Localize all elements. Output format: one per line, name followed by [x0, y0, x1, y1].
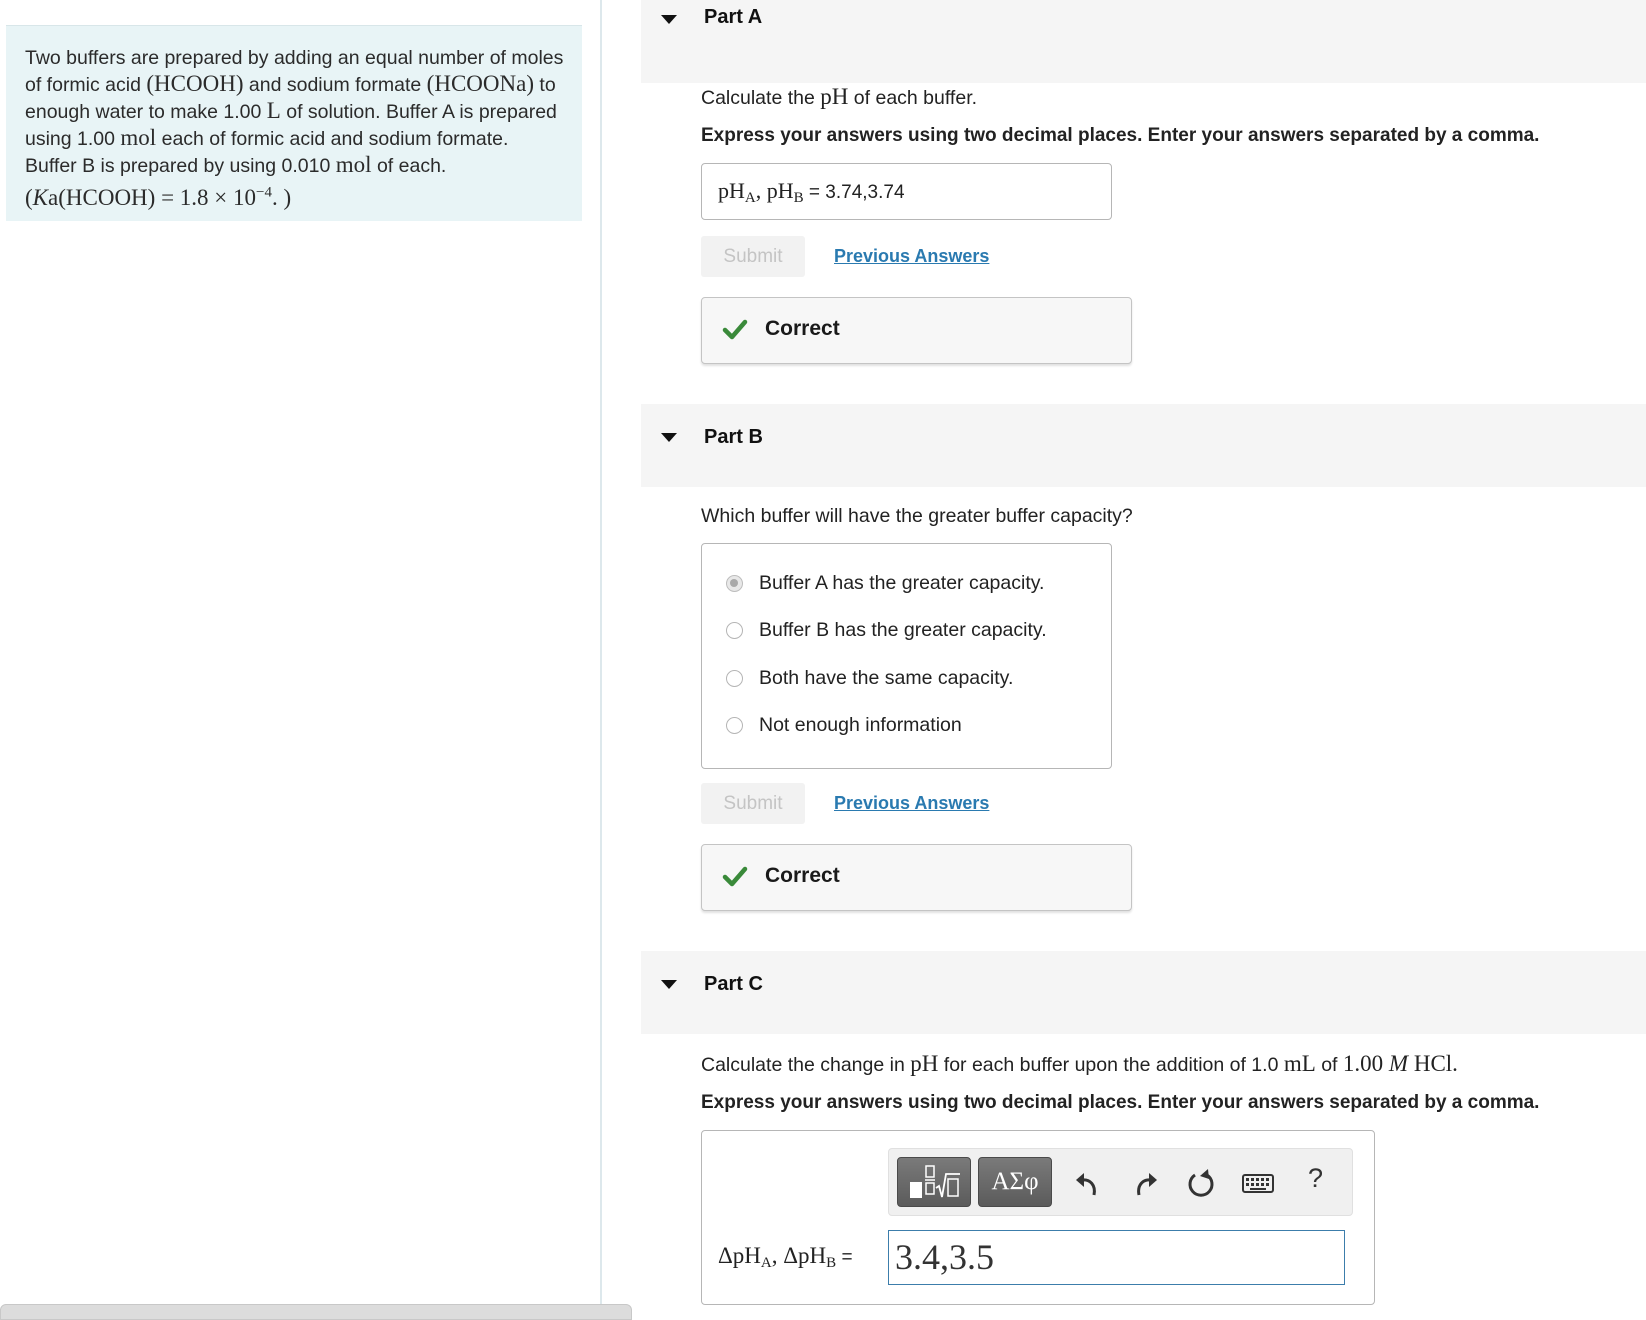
- problem-text: Two buffers are prepared by adding an equal number of moles of formic acid: [25, 47, 564, 96]
- part-a-answer-value: 3.74,3.74: [825, 182, 905, 203]
- unit-liter: L: [266, 98, 281, 123]
- answer-subscript: B: [793, 190, 804, 207]
- radio-button[interactable]: [726, 622, 743, 639]
- radio-button[interactable]: [726, 670, 743, 687]
- delta-ph-label: ΔpH: [718, 1243, 761, 1268]
- delta-ph-label: ΔpH: [783, 1243, 827, 1268]
- part-c-header[interactable]: [641, 951, 1646, 1034]
- part-c-question: [701, 1051, 1458, 1077]
- collapse-caret-icon[interactable]: [661, 433, 677, 442]
- answer-label: pH: [718, 178, 745, 203]
- formula-sodium-formate: (HCOONa): [426, 71, 534, 96]
- part-c-title: Part C: [704, 973, 763, 995]
- part-a-submit-button[interactable]: Submit: [701, 236, 805, 277]
- horizontal-scrollbar[interactable]: [0, 1304, 632, 1320]
- problem-text: and sodium formate: [243, 74, 427, 96]
- question-text: for each buffer upon the addition of 1.0: [938, 1054, 1284, 1076]
- feedback-label: Correct: [765, 864, 840, 887]
- part-a-title: Part A: [704, 6, 763, 28]
- keyboard-icon[interactable]: [1241, 1167, 1275, 1199]
- part-a-previous-answers-link[interactable]: Previous Answers: [834, 246, 990, 266]
- part-a-header[interactable]: [641, 0, 1646, 83]
- part-a-instructions: Express your answers using two decimal places. Enter your answers separated by a comma.: [701, 125, 1540, 146]
- answer-subscript: A: [760, 1255, 772, 1272]
- unit-mol: mol: [120, 125, 157, 150]
- problem-text: to enough water to make 1.00: [25, 74, 556, 123]
- part-a-answer: [718, 178, 905, 207]
- part-a-question: [701, 84, 977, 110]
- checkmark-icon: [722, 863, 748, 889]
- problem-text: each of formic acid and sodium formate. Buffer B is prepared by using 0.010: [25, 128, 509, 177]
- collapse-caret-icon[interactable]: [661, 15, 677, 24]
- problem-statement: [6, 25, 582, 221]
- question-text: Calculate the: [701, 87, 821, 109]
- radio-button[interactable]: [726, 717, 743, 734]
- part-c-answer-label: [718, 1243, 853, 1272]
- part-b-header[interactable]: [641, 404, 1646, 487]
- concentration-value: 1.00: [1342, 1051, 1389, 1076]
- unit-molar: M: [1388, 1051, 1409, 1076]
- choice-option[interactable]: [726, 710, 962, 740]
- ph-symbol: pH: [910, 1051, 939, 1076]
- part-a-feedback: [701, 297, 1132, 364]
- part-c-instructions: Express your answers using two decimal places. Enter your answers separated by a comma.: [701, 1092, 1540, 1113]
- formula-hcl: HCl.: [1408, 1051, 1458, 1076]
- answer-subscript: B: [826, 1255, 837, 1272]
- greek-symbols-button[interactable]: ΑΣφ: [978, 1157, 1052, 1207]
- answer-separator: ,: [755, 178, 767, 203]
- template-sqrt-icon: [904, 1162, 964, 1202]
- collapse-caret-icon[interactable]: [661, 980, 677, 989]
- answer-label: pH: [766, 178, 794, 203]
- part-b-question: Which buffer will have the greater buffer capacity?: [701, 505, 1133, 527]
- answer-separator: ,: [771, 1243, 784, 1268]
- ka-paren: . ): [271, 184, 292, 210]
- ka-expression: [25, 185, 291, 210]
- choice-option[interactable]: [726, 568, 1044, 598]
- equals-sign: =: [803, 182, 826, 203]
- formula-formic-acid: (HCOOH): [146, 71, 244, 96]
- help-icon[interactable]: ?: [1308, 1163, 1324, 1193]
- ph-symbol: pH: [820, 84, 849, 109]
- choice-label: Both have the same capacity.: [759, 666, 1014, 689]
- answer-subscript: A: [744, 190, 756, 207]
- ka-exponent: −4: [256, 184, 272, 200]
- part-b-feedback: [701, 844, 1132, 911]
- undo-icon[interactable]: [1072, 1167, 1104, 1199]
- part-c-answer-input[interactable]: 3.4,3.5: [888, 1230, 1345, 1285]
- part-b-title: Part B: [704, 426, 763, 448]
- question-text: of: [1315, 1054, 1343, 1076]
- radio-button[interactable]: [726, 575, 743, 592]
- column-divider: [600, 0, 602, 1316]
- part-a-answer-box: [701, 163, 1112, 220]
- question-text: Calculate the change in: [701, 1054, 911, 1076]
- choice-label: Buffer B has the greater capacity.: [759, 618, 1047, 641]
- templates-button[interactable]: [897, 1157, 971, 1207]
- checkmark-icon: [722, 316, 748, 342]
- ka-value: a(HCOOH) = 1.8 × 10: [48, 184, 257, 210]
- part-c-answer-editor: [701, 1130, 1375, 1305]
- choice-option[interactable]: [726, 615, 1047, 645]
- question-text: of each buffer.: [848, 87, 978, 109]
- part-b-submit-button[interactable]: Submit: [701, 783, 805, 824]
- unit-ml: mL: [1283, 1051, 1316, 1076]
- ka-paren: (: [25, 184, 33, 210]
- part-b-previous-answers-link[interactable]: Previous Answers: [834, 793, 990, 813]
- ka-symbol: K: [32, 184, 49, 210]
- choice-label: Not enough information: [759, 713, 962, 736]
- math-toolbar: [888, 1148, 1353, 1216]
- choice-option[interactable]: [726, 663, 1013, 693]
- choice-label: Buffer A has the greater capacity.: [759, 571, 1045, 594]
- feedback-label: Correct: [765, 317, 840, 340]
- problem-text: of solution. Buffer A is prepared using 1.00: [25, 101, 557, 150]
- reset-icon[interactable]: [1185, 1167, 1217, 1199]
- redo-icon[interactable]: [1129, 1167, 1161, 1199]
- unit-mol: mol: [335, 152, 372, 177]
- problem-text: of each.: [371, 155, 447, 177]
- part-b-choices: [701, 543, 1112, 769]
- equals-sign: =: [836, 1247, 853, 1268]
